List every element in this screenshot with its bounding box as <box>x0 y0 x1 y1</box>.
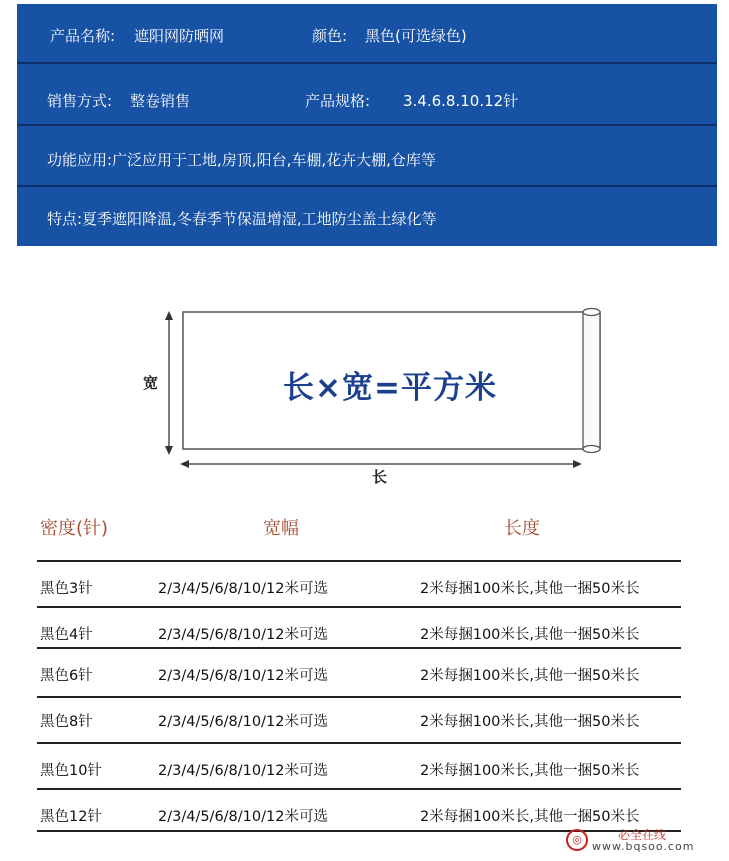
watermark-logo-icon: ◎ <box>566 829 588 851</box>
area-formula: 长×宽=平方米 <box>283 370 497 406</box>
roll-top <box>583 309 600 316</box>
net-roll <box>583 312 600 449</box>
cell-width: 2/3/4/5/6/8/10/12米可选 <box>158 763 328 779</box>
cell-width: 2/3/4/5/6/8/10/12米可选 <box>158 809 328 825</box>
table-rule <box>37 647 681 649</box>
cell-width: 2/3/4/5/6/8/10/12米可选 <box>158 668 328 684</box>
cell-length: 2米每捆100米长,其他一捆50米长 <box>420 668 640 684</box>
divider <box>17 62 717 64</box>
table-rule <box>37 560 681 562</box>
product-name-value: 遮阳网防晒网 <box>134 27 225 45</box>
sales-label: 销售方式: <box>47 92 113 110</box>
spec-label: 产品规格: <box>305 92 371 110</box>
cell-length: 2米每捆100米长,其他一捆50米长 <box>420 809 640 825</box>
width-arrow-head-top <box>165 311 173 320</box>
sales-value: 整卷销售 <box>130 92 191 110</box>
divider <box>17 185 717 187</box>
function-text: 功能应用:广泛应用于工地,房顶,阳台,车棚,花卉大棚,仓库等 <box>47 151 436 169</box>
width-label: 宽 <box>143 374 159 392</box>
info-row-features <box>17 189 717 247</box>
info-row-function <box>17 130 717 188</box>
cell-length: 2米每捆100米长,其他一捆50米长 <box>420 581 640 597</box>
header-length: 长度 <box>504 518 540 539</box>
table-rule <box>37 606 681 608</box>
length-arrow-head-right <box>573 460 582 468</box>
info-row-name-color <box>17 6 717 64</box>
roll-bottom <box>583 446 600 453</box>
cell-width: 2/3/4/5/6/8/10/12米可选 <box>158 581 328 597</box>
color-label: 颜色: <box>312 27 348 45</box>
cell-density: 黑色4针 <box>40 627 93 643</box>
product-name-label: 产品名称: <box>50 27 116 45</box>
cell-width: 2/3/4/5/6/8/10/12米可选 <box>158 714 328 730</box>
length-arrow-head-left <box>180 460 189 468</box>
info-row-sales-spec <box>17 71 717 129</box>
table-rule <box>37 696 681 698</box>
cell-length: 2米每捆100米长,其他一捆50米长 <box>420 627 640 643</box>
cell-length: 2米每捆100米长,其他一捆50米长 <box>420 714 640 730</box>
cell-density: 黑色3针 <box>40 581 93 597</box>
color-value: 黑色(可选绿色) <box>365 27 467 45</box>
spec-value: 3.4.6.8.10.12针 <box>403 92 519 110</box>
table-rule <box>37 788 681 790</box>
cell-density: 黑色6针 <box>40 668 93 684</box>
watermark-url: www.bqsoo.com <box>592 840 695 853</box>
product-info-panel <box>17 4 717 246</box>
cell-width: 2/3/4/5/6/8/10/12米可选 <box>158 627 328 643</box>
site-watermark <box>566 826 716 856</box>
header-density: 密度(针) <box>40 518 109 539</box>
cell-density: 黑色12针 <box>40 809 102 825</box>
width-arrow-head-bottom <box>165 446 173 455</box>
cell-density: 黑色8针 <box>40 714 93 730</box>
table-rule <box>37 742 681 744</box>
header-width: 宽幅 <box>263 518 299 539</box>
length-label: 长 <box>372 468 388 486</box>
cell-density: 黑色10针 <box>40 763 102 779</box>
divider <box>17 124 717 126</box>
cell-length: 2米每捆100米长,其他一捆50米长 <box>420 763 640 779</box>
watermark-title: 必全在线 <box>618 828 667 842</box>
features-text: 特点:夏季遮阳降温,冬春季节保温增湿,工地防尘盖土绿化等 <box>47 210 437 228</box>
